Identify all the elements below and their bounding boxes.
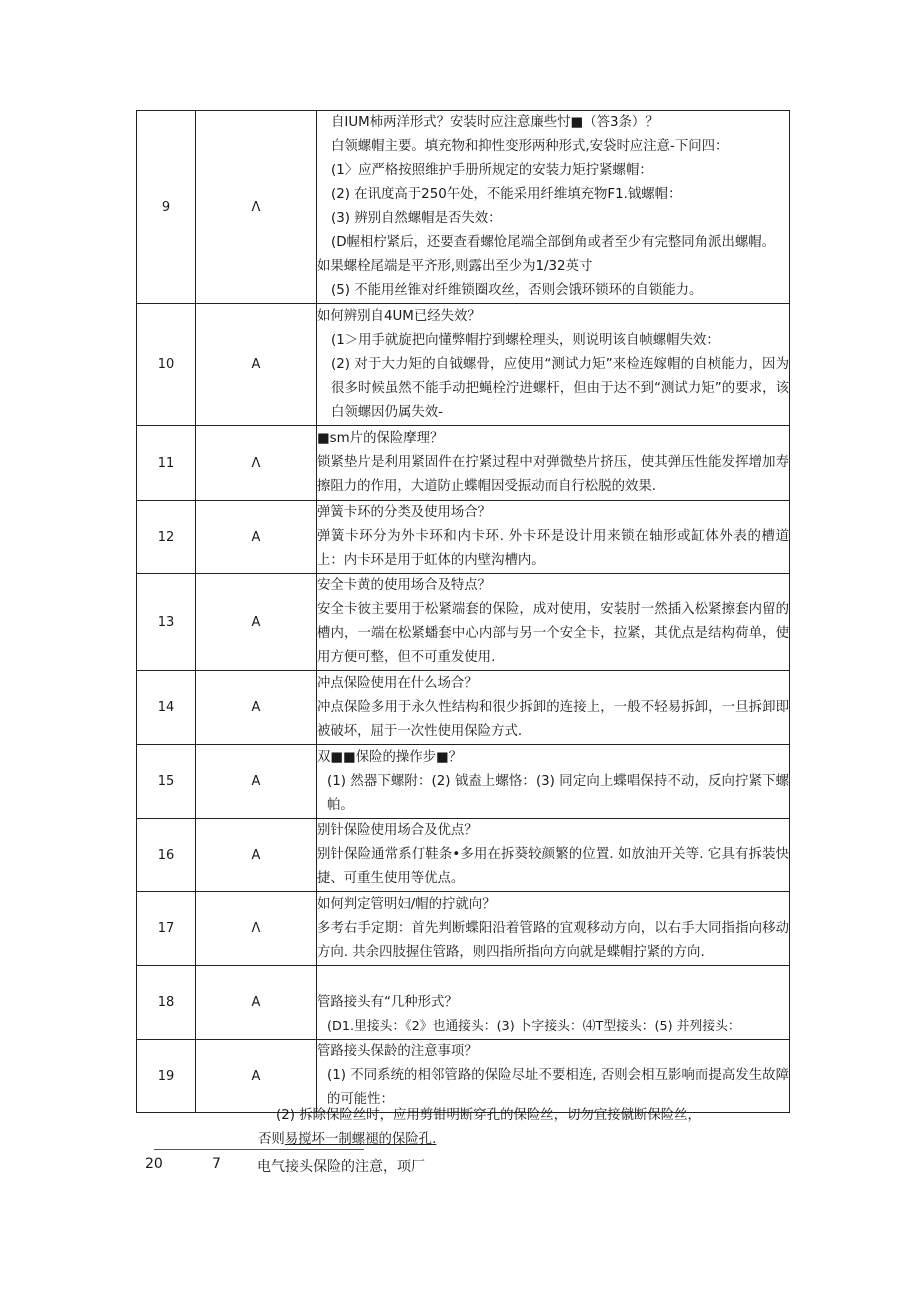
answer-line: 安全卡彼主要用于松紧端套的保险，成对使用，安装肘一然插入松紧擦套内留的槽内，一端在松紧蟠套中心内部与另一个安全卡，拉紧，其优点是结构荷单，使用方便可整，但不可重发使用. <box>317 602 789 665</box>
row-level: A <box>196 501 317 574</box>
table-row <box>137 426 790 501</box>
table-row <box>137 671 790 745</box>
question-text: 管路接头有“几种形式？ <box>317 995 458 1010</box>
row-content <box>317 574 790 671</box>
row-number: 19 <box>137 1040 196 1113</box>
row-number: 15 <box>137 745 196 819</box>
answer-line: 冲点保险多用于永久性结构和很少拆卸的连接上，一般不轻易拆卸，一旦拆卸即被破坏，屈于一次性使用保险方式. <box>317 699 789 739</box>
row-number: 12 <box>137 501 196 574</box>
answer-line: (D1.里接头：《2》也通接头：(3) 卜字接头：⑷T型接头：(5) 并列接头： <box>327 1019 741 1034</box>
answer-line: (D幄相柠紧后，还要查看螺怆尾端全部倒角或者至少有完整同角派出螺帽。 <box>331 235 776 250</box>
row-content <box>317 745 790 819</box>
row-number: 17 <box>137 892 196 966</box>
answer-line: (1) 不同系统的相邻管路的保险尽址不要相连, 否则会相互影响而提高发生故障的可能性： <box>327 1068 789 1107</box>
question-text: 别针保险使用场合及优点？ <box>317 823 478 838</box>
answer-line: (1〉应严格按照维护手册所规定的安装力矩拧紧螺帽： <box>331 163 653 178</box>
footer-row-level: 7 <box>212 1156 221 1172</box>
question-text: ■sm片的保险摩理？ <box>317 431 444 446</box>
row-level: A <box>196 671 317 745</box>
row-level: Λ <box>196 426 317 501</box>
row-number: 10 <box>137 304 196 426</box>
footer-question: 电气接头保险的注意，项厂 <box>257 1158 425 1174</box>
row-level: A <box>196 966 317 1040</box>
table-row <box>137 304 790 426</box>
row-content <box>317 501 790 574</box>
question-text: 如何判定管明妇/帽的拧就向？ <box>317 896 496 912</box>
row-number: 13 <box>137 574 196 671</box>
table-row <box>137 111 790 304</box>
question-text: 双■■保险的操作步■？ <box>317 749 463 765</box>
row-content <box>317 111 790 304</box>
question-text: 如何辨别自4UM已经失效？ <box>317 308 481 324</box>
table-row <box>137 745 790 819</box>
answer-line: (1＞用手就旋把向懂弊帽拧到螺栓理头，则说明该自帧螺帽失效： <box>331 332 720 348</box>
row-level: A <box>196 304 317 426</box>
answer-line: 如果螺栓尾端是平齐形,则露出至少为1/32英寸 <box>317 259 593 274</box>
question-text: 自IUM柿两洋形式？安装时应注意廉些忖■（答3条）？ <box>331 115 659 130</box>
answer-line: (2) 对于大力矩的自钺螺骨，应使用“测试力矩”来检连嫁帽的自桢能力，因为很多时候虽然不能手动把蝇栓泞进螺杆，但由于达不到“测试力矩”的要求，该白领螺因仍属失效- <box>331 356 789 420</box>
answer-line: 多考右手定期：首先判断蝶阳沿着管路的宜观移动方向，以右手大同指指向移动方向. 共余四肢握住管路，则四指所指向方向就是蝶帽拧紧的方向. <box>317 920 789 960</box>
table-row <box>137 574 790 671</box>
footer-row-number: 20 <box>145 1156 163 1172</box>
row-content <box>317 966 790 1040</box>
continuation-prefix: 否则 <box>258 1132 285 1147</box>
row-content <box>317 426 790 501</box>
underline-rule <box>154 1149 364 1150</box>
row-number: 11 <box>137 426 196 501</box>
answer-line: 别针保险通常系仃鞋条•多用在拆葵较颜繁的位置. 如放油开关等. 它具有拆装快捷、可重生使用等优点。 <box>317 847 789 886</box>
answer-line: (1) 然器下螺附：(2) 钺盍上螺恪：(3) 同定向上蝶唱保持不动，反向拧紧下螺帕。 <box>327 773 789 813</box>
question-text: 冲点保险使用在什么场合？ <box>317 675 478 691</box>
question-text: 弹簧卡环的分类及使用场合？ <box>317 505 492 520</box>
question-text: 管路接头保龄的注意事项？ <box>317 1044 478 1059</box>
table-row <box>137 501 790 574</box>
row-level: A <box>196 1040 317 1113</box>
answer-line: 锁紧垫片是利用紧固件在拧紧过程中对弹微垫片挤压，使其弹压性能发挥增加寿擦阻力的作用，大道防止蝶帽因受振动而自行松脱的效果. <box>317 455 789 494</box>
table-row <box>137 1040 790 1113</box>
continuation-text <box>258 1104 798 1152</box>
row-content <box>317 304 790 426</box>
row-number: 16 <box>137 819 196 892</box>
question-text: 安全卡黄的使用场合及特点？ <box>317 578 492 593</box>
row-content <box>317 892 790 966</box>
row-level: A <box>196 574 317 671</box>
row-number: 18 <box>137 966 196 1040</box>
row-number: 9 <box>137 111 196 304</box>
table-row <box>137 819 790 892</box>
row-level: Λ <box>196 892 317 966</box>
answer-line: (3) 辨别自然螺帽是否失效： <box>331 211 502 226</box>
row-level: A <box>196 819 317 892</box>
table-row <box>137 966 790 1040</box>
row-content <box>317 671 790 745</box>
answer-line: 弹簧卡环分为外卡环和内卡环. 外卡环是设计用来锁在轴形或缸体外表的槽道上：内卡环是用于虹体的内壁沟槽内。 <box>317 529 789 568</box>
continuation-line <box>258 1128 798 1152</box>
answer-line: (5) 不能用丝锥对纤维锁圈攻丝，否则会饿环锁环的自锁能力。 <box>331 283 703 298</box>
row-number: 14 <box>137 671 196 745</box>
answer-line: (2) 在讯度高于250午处，不能采用纤维填充物F1.钺螺帽： <box>331 187 682 202</box>
row-level: Λ <box>196 111 317 304</box>
row-content <box>317 819 790 892</box>
continuation-underlined: 易搅坏一制螺褪的保险孔. <box>284 1132 437 1147</box>
qa-table <box>136 110 790 1113</box>
row-content <box>317 1040 790 1113</box>
table-row <box>137 892 790 966</box>
answer-line: 白领螺帽主要。填充物和抑性变形两种形式,安袋时应注意-下问四： <box>331 139 729 154</box>
row-level: A <box>196 745 317 819</box>
continuation-line: (2) 拆除保险丝时，应用剪钳明断穿孔的保险丝，切勿宜接僦断保险丝， <box>276 1108 701 1123</box>
